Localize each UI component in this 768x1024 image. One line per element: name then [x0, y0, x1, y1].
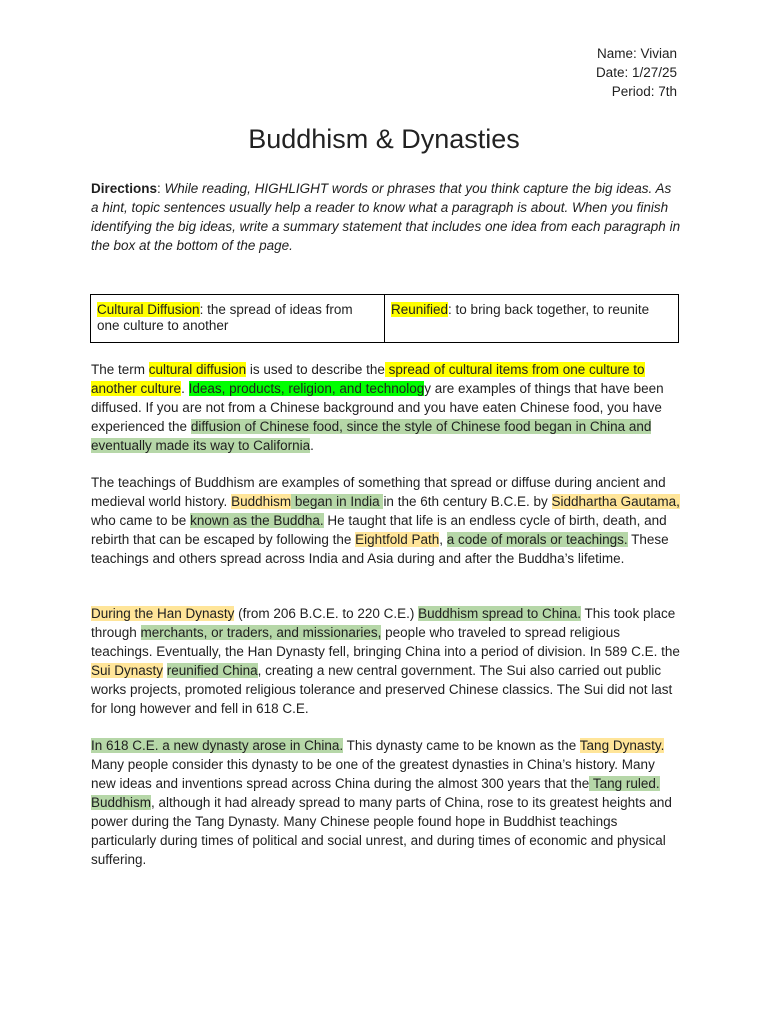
student-info-header — [596, 44, 677, 101]
assignment-date: Date: 1/27/25 — [595, 65, 677, 80]
paragraph-cultural-diffusion — [91, 360, 683, 455]
student-name: Name: Vivian — [596, 46, 677, 61]
highlighted-phrase: known as the Buddha. — [190, 513, 324, 528]
vocab-cell-cultural-diffusion — [91, 295, 385, 343]
paragraph-text: people who traveled to spread religious teachings. Eventually, the Han Dynasty fell, bringing China into a period of division. In 589 C.E. the — [91, 625, 680, 659]
highlighted-phrase: merchants, or traders, and missionaries, — [140, 625, 382, 640]
paragraph-han-sui-dynasty — [91, 604, 683, 718]
paragraph-text: , creating a new central government. The Sui also carried out public works projects, promoted religious tolerance and preserved Chinese classics. The Sui did not last for long however and fell in 618 C.E. — [91, 663, 673, 716]
directions-label: Directions — [91, 181, 158, 196]
paragraph-text: is used to describe the — [246, 362, 385, 377]
highlighted-phrase: a code of morals or teachings. — [446, 532, 628, 547]
vocab-definition: : to bring back together, to reunite — [448, 302, 650, 317]
highlighted-phrase: reunified China — [166, 663, 258, 678]
highlighted-phrase: In 618 C.E. a new dynasty arose in China. — [91, 738, 344, 753]
paragraph-text: These teachings and others spread across India and Asia during and after the Buddha’s lifetime. — [91, 532, 669, 566]
highlighted-phrase: Tang Dynasty. — [579, 738, 665, 753]
paragraph-text: , — [439, 532, 447, 547]
paragraph-text: (from 206 B.C.E. to 220 C.E.) — [234, 606, 419, 621]
vocab-definition: : the spread of ideas from one culture to another — [97, 302, 353, 333]
highlighted-phrase: Ideas, products, religion, and technolog — [188, 381, 425, 396]
vocab-term: Cultural Diffusion — [97, 302, 200, 317]
vocab-cell-reunified — [385, 295, 679, 343]
highlighted-phrase: Sui Dynasty — [91, 663, 164, 678]
vocab-term: Reunified — [391, 302, 449, 317]
paragraph-text: who came to be — [91, 513, 191, 528]
paragraph-buddhism-teachings — [91, 473, 683, 568]
paragraph-text: This took place through — [91, 606, 676, 640]
paragraph-text: , although it had already spread to many parts of China, rose to its greatest heights and power during the Tang Dynasty. Many Chinese people found hope in Buddhist teachings particularly during times of political and social unrest, and during times of economic and physical suffering. — [91, 795, 672, 867]
highlighted-phrase: Tang ruled. Buddhism — [91, 776, 660, 810]
highlighted-phrase: Eightfold Path — [355, 532, 440, 547]
paragraph-text: y are examples of things that have been diffused. If you are not from a Chinese background and you have eaten Chinese food, you have experienced the — [91, 381, 664, 434]
highlighted-phrase: Siddhartha Gautama, — [551, 494, 680, 509]
vocabulary-table — [90, 294, 679, 343]
paragraph-text: He taught that life is an endless cycle of birth, death, and rebirth that can be escaped by following the — [91, 513, 667, 547]
highlighted-phrase: During the Han Dynasty — [91, 606, 235, 621]
paragraph-tang-dynasty — [91, 736, 683, 869]
highlighted-phrase: Buddhism — [231, 494, 292, 509]
paragraph-text: in the 6th century B.C.E. by — [383, 494, 552, 509]
directions: Directions: While reading, HIGHLIGHT words or phrases that you think capture the big ideas. As a hint, topic sentences usually help a reader to know what a paragraph is about. When you finish identifying the big ideas, write a summary statement that includes one idea from each paragraph in the box at the bottom of the page. — [91, 181, 681, 253]
paragraph-text: The term — [91, 362, 149, 377]
class-period: Period: 7th — [611, 84, 677, 99]
paragraph-text: Many people consider this dynasty to be one of the greatest dynasties in China’s history. Many new ideas and inventions spread across China during the almost 300 years that the — [91, 757, 655, 791]
page-title: Buddhism & Dynasties — [248, 124, 520, 154]
highlighted-phrase: began in India — [291, 494, 384, 509]
highlighted-phrase: diffusion of Chinese food, since the style of Chinese food began in China and eventually made its way to California — [91, 419, 652, 453]
vocabulary-row — [91, 295, 679, 343]
highlighted-phrase: Buddhism spread to China. — [418, 606, 581, 621]
paragraph-text: This dynasty came to be known as the — [343, 738, 580, 753]
paragraph-text: . — [310, 438, 314, 453]
paragraph-text: . — [181, 381, 189, 396]
highlighted-phrase: spread of cultural items from one culture to another culture — [91, 362, 645, 396]
paragraph-text: The teachings of Buddhism are examples of something that spread or diffuse during ancient and medieval world history. — [91, 475, 666, 509]
highlighted-phrase: cultural diffusion — [148, 362, 247, 377]
directions-text: While reading, HIGHLIGHT words or phrases that you think capture the big ideas. As a hint, topic sentences usually help a reader to know what a paragraph is about. When you finish identifying the big ideas, write a summary statement that includes one idea from each paragraph in the box at the bottom of the page. — [91, 181, 681, 253]
